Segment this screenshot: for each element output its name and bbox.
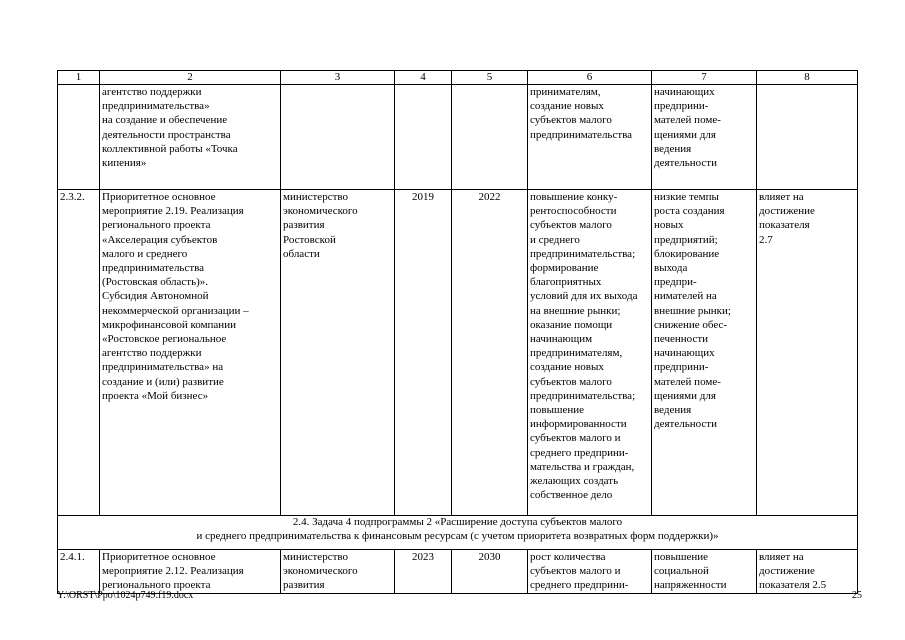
column-header-5: 5 [452,71,528,85]
cell-activity: Приоритетное основное мероприятие 2.19. Реализация регионального проекта «Акселерация субъектов малого и среднего предпринимательства (Ростовская область)». Субсидия Автономной некоммерческой организации – микрофинансовой компании «Ростовское региональное агентство поддержки предпринимательства» на создание и (или) развитие проекта «Мой бизнес» [100,190,281,516]
cell-start-year: 2019 [395,190,452,516]
cell-end-year: 2030 [452,550,528,594]
cell-executor [281,85,395,190]
column-number-header-row [58,71,858,85]
section-heading-row [58,516,858,550]
cell-activity: Приоритетное основное мероприятие 2.12. Реализация регионального проекта [100,550,281,594]
footer-file-path: Y:\ORST\Ppo\1024p749.f19.docx [57,590,194,601]
program-activities-table [57,70,858,594]
cell-start-year [395,85,452,190]
column-header-7: 7 [652,71,757,85]
cell-end-year [452,85,528,190]
cell-expected-result: принимателям, создание новых субъектов малого предпринимательства [528,85,652,190]
cell-number: 2.4.1. [58,550,100,594]
cell-consequences: повышение социальной напряженности [652,550,757,594]
cell-consequences: начинающих предприни- мателей поме- щениями для ведения деятельности [652,85,757,190]
cell-executor: министерство экономического развития [281,550,395,594]
cell-indicator-link: влияет на достижение показателя 2.7 [757,190,858,516]
cell-activity: агентство поддержки предпринимательства» на создание и обеспечение деятельности пространства коллективной работы «Точка кипения» [100,85,281,190]
cell-end-year: 2022 [452,190,528,516]
column-header-6: 6 [528,71,652,85]
table-row-continuation [58,85,858,190]
column-header-2: 2 [100,71,281,85]
section-heading-task-2-4: 2.4. Задача 4 подпрограммы 2 «Расширение доступа субъектов малого и среднего предпринимательства к финансовым ресурсам (с учетом приоритета возвратных форм поддержки)» [58,516,858,550]
page-number: 25 [852,590,862,601]
cell-indicator-link [757,85,858,190]
column-header-1: 1 [58,71,100,85]
cell-indicator-link: влияет на достижение показателя 2.5 [757,550,858,594]
cell-number: 2.3.2. [58,190,100,516]
table-row-2-4-1 [58,550,858,594]
column-header-8: 8 [757,71,858,85]
cell-consequences: низкие темпы роста создания новых предприятий; блокирование выхода предпри- нимателей на внешние рынки; снижение обес- печенности начинающих предприни- мателей поме- щениями для ведения деятельности [652,190,757,516]
cell-expected-result: повышение конку- рентоспособности субъектов малого и среднего предпринимательства; формирование благоприятных условий для их выхода на внешние рынки; оказание помощи начинающим предпринимателям, создание новых субъектов малого предпринимательства; повышение информированности субъектов малого и среднего предприни- мательства и граждан, желающих создать собственное дело [528,190,652,516]
cell-executor: министерство экономического развития Ростовской области [281,190,395,516]
column-header-4: 4 [395,71,452,85]
cell-expected-result: рост количества субъектов малого и среднего предприни- [528,550,652,594]
cell-start-year: 2023 [395,550,452,594]
cell-number [58,85,100,190]
column-header-3: 3 [281,71,395,85]
table-row-2-3-2 [58,190,858,516]
